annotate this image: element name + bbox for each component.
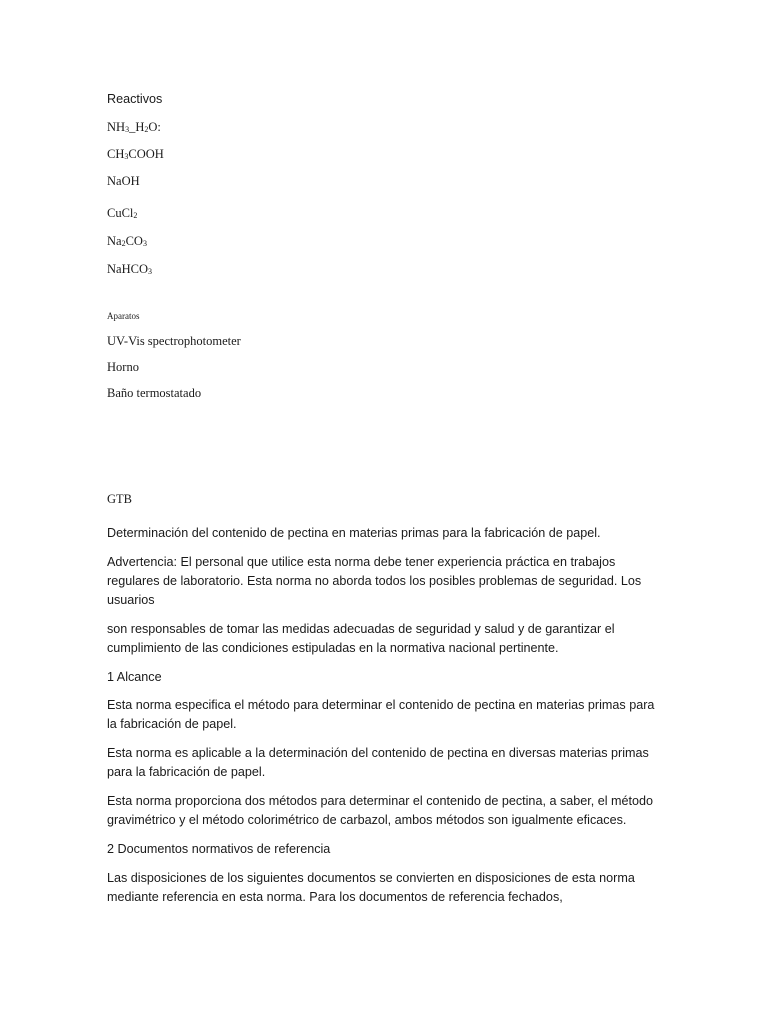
formula-text: CuCl xyxy=(107,206,134,220)
reagent-formula xyxy=(107,206,137,221)
formula-text: Na xyxy=(107,234,122,248)
reagent-formula xyxy=(107,147,164,162)
section-2-title: 2 Documentos normativos de referencia xyxy=(107,842,331,856)
formula-text: COOH xyxy=(128,147,164,161)
reagent-formula xyxy=(107,234,147,249)
aparatos-heading: Aparatos xyxy=(107,311,140,321)
formula-text: CH xyxy=(107,147,125,161)
formula-subscript: 3 xyxy=(142,239,147,248)
reactivos-heading: Reactivos xyxy=(107,92,163,106)
formula-subscript: 3 xyxy=(147,267,152,276)
section-1-paragraph-2: Esta norma es aplicable a la determinación del contenido de pectina en diversas materias primas para la fabricación de papel. xyxy=(107,746,649,779)
apparatus-item: Horno xyxy=(107,360,139,374)
apparatus-item: Baño termostatado xyxy=(107,386,202,400)
section-2-paragraph-1: Las disposiciones de los siguientes documentos se convierten en disposiciones de esta norma mediante referencia en esta norma. Para los documentos de referencia fechados, xyxy=(107,871,635,904)
formula-text: NaHCO xyxy=(107,262,148,276)
formula-subscript: 2 xyxy=(144,125,149,134)
warning-paragraph: Advertencia: El personal que utilice esta norma debe tener experiencia práctica en trabajos regulares de laboratorio. Esta norma no aborda todos los posibles problemas de seguridad. Los usuarios xyxy=(107,555,642,607)
apparatus-item: UV-Vis spectrophotometer xyxy=(107,334,241,348)
formula-subscript: 2 xyxy=(121,239,126,248)
gtb-label: GTB xyxy=(107,492,132,506)
formula-subscript: 3 xyxy=(125,125,130,134)
section-1-paragraph-3: Esta norma proporciona dos métodos para determinar el contenido de pectina, a saber, el método gravimétrico y el método colorimétrico de carbazol, ambos métodos son igualmente eficaces. xyxy=(107,794,654,827)
section-1-paragraph-1: Esta norma especifica el método para determinar el contenido de pectina en materias primas para la fabricación de papel. xyxy=(107,698,655,731)
formula-text: _H xyxy=(129,120,145,134)
formula-subscript: 3 xyxy=(124,152,129,161)
reagent-formula xyxy=(107,174,140,189)
reagent-formula xyxy=(107,262,152,277)
formula-text: NH xyxy=(107,120,126,134)
formula-subscript: 2 xyxy=(133,211,138,220)
formula-text: CO xyxy=(125,234,143,248)
section-1-title: 1 Alcance xyxy=(107,670,162,684)
warning-continuation: son responsables de tomar las medidas adecuadas de seguridad y salud y de garantizar el cumplimiento de las condiciones estipuladas en la normativa nacional pertinente. xyxy=(107,622,615,655)
formula-text: O: xyxy=(148,120,161,134)
document-title: Determinación del contenido de pectina en materias primas para la fabricación de papel. xyxy=(107,526,601,540)
reagent-formula xyxy=(107,120,161,135)
formula-text: NaOH xyxy=(107,174,140,188)
